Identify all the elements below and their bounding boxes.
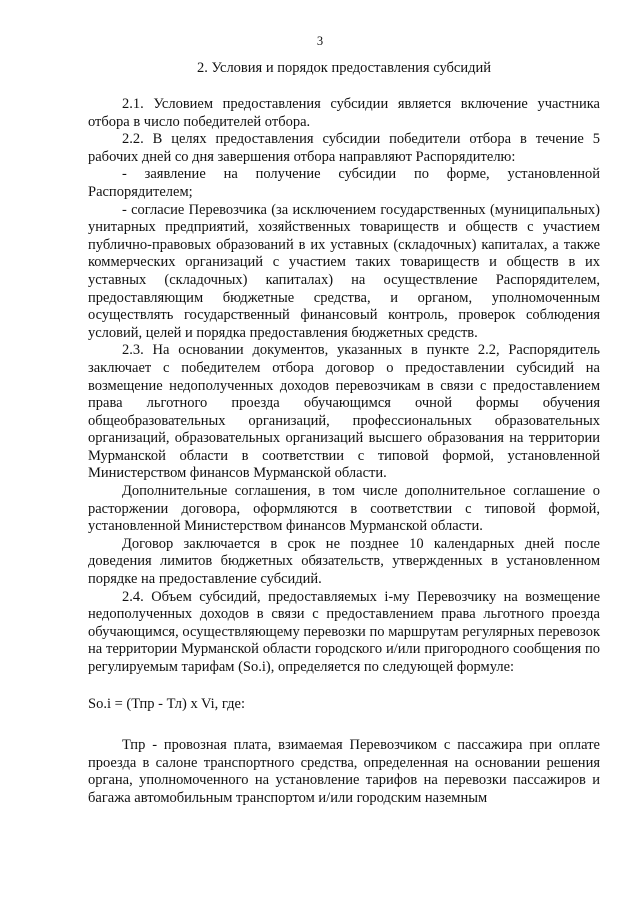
paragraph-contract-term: Договор заключается в срок не позднее 10 календарных дней после доведения лимитов бюджетных обязательств, утвержденных в установленном порядке на предоставление субсидий. xyxy=(88,535,600,588)
section-heading: 2. Условия и порядок предоставления субсидий xyxy=(196,60,491,76)
document-body xyxy=(88,96,600,808)
paragraph-2-4: 2.4. Объем субсидий, предоставляемых i-му Перевозчику на возмещение недополученных доходов в связи с предоставлением права льготного проезда обучающимся, осуществляющему перевозки по маршрутам регулярных перевозок на территории Мурманской области городского и/или пригородного сообщения по регулируемым тарифам (So.i), определяется по следующей формуле: xyxy=(88,588,600,675)
subsidy-formula: So.i = (Тпр - Тл) x Vi, где: xyxy=(88,695,246,712)
list-item-consent: - согласие Перевозчика (за исключением государственных (муниципальных) унитарных предприятий, хозяйственных товариществ и обществ с участием публично-правовых образований в их уставных (складочных) капиталах, а также коммерческих организаций с участием таких товариществ и обществ в их уставных (складочных) капиталах) на осуществление Распорядителем, предоставляющим бюджетные средства, и органом, уполномоченным осуществлять государственный финансовый контроль, проверок соблюдения условий, целей и порядка предоставления бюджетных средств. xyxy=(88,201,600,341)
page-number: 3 xyxy=(316,34,324,48)
paragraph-additional-agreements: Дополнительные соглашения, в том числе дополнительное соглашение о расторжении договора, оформляются в соответствии с типовой формой, установленной Министерством финансов Мурманской области. xyxy=(88,483,600,535)
list-item-application: - заявление на получение субсидии по форме, установленной Распорядителем; xyxy=(88,166,600,200)
paragraph-tpr-definition: Тпр - провозная плата, взимаемая Перевозчиком с пассажира при оплате проезда в салоне транспортного средства, определенная на основании решения органа, уполномоченного на установление тарифов на перевозки пассажиров и багажа автомобильным транспортом и/или городским наземным xyxy=(88,737,600,806)
paragraph-2-1: 2.1. Условием предоставления субсидии является включение участника отбора в число победителей отбора. xyxy=(88,96,600,130)
paragraph-2-3: 2.3. На основании документов, указанных в пункте 2.2, Распорядитель заключает с победителем отбора договор о предоставлении субсидий на возмещение недополученных доходов перевозчикам в связи с предоставлением права льготного проезда обучающимся очной формы обучения общеобразовательных организаций, профессиональных образовательных организаций, образовательных организаций высшего образования на территории Мурманской области в соответствии с типовой формой, установленной Министерством финансов Мурманской области. xyxy=(88,342,600,482)
paragraph-2-2: 2.2. В целях предоставления субсидии победители отбора в течение 5 рабочих дней со дня завершения отбора направляют Распорядителю: xyxy=(88,131,600,165)
